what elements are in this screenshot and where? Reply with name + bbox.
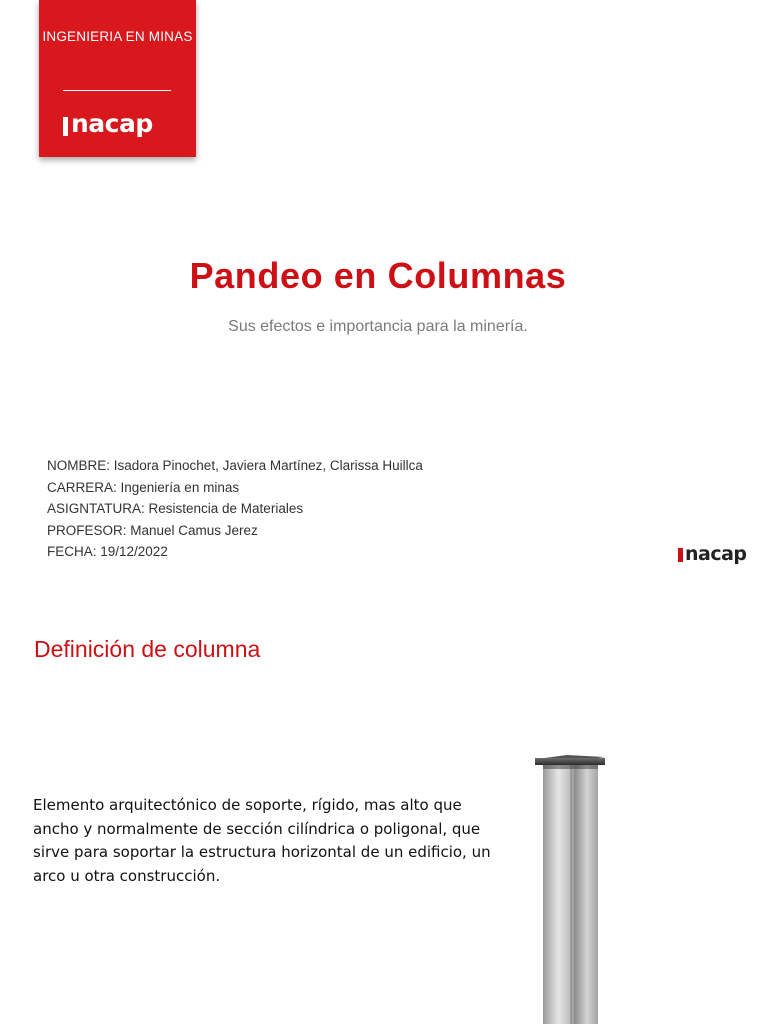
header-divider <box>63 90 171 91</box>
logo-wordmark: nacap <box>685 543 747 565</box>
info-subject: ASIGNTATURA: Resistencia de Materiales <box>47 501 304 516</box>
program-name: INGENIERIA EN MINAS <box>42 29 193 44</box>
info-career: CARRERA: Ingeniería en minas <box>47 479 240 495</box>
page-subtitle: Sus efectos e importancia para la minería. <box>228 318 528 335</box>
logo-mark-icon <box>63 117 68 136</box>
brand-card <box>39 0 196 157</box>
page-title: Pandeo en Columnas <box>189 255 567 296</box>
definition-text: Elemento arquitectónico de soporte, rígido, mas alto que ancho y normalmente de sección cilíndrica o poligonal, que sirve para soportar la estructura horizontal de un edificio, un arco u otra construcción. <box>33 796 491 885</box>
steel-column-icon <box>533 752 607 1024</box>
info-name: NOMBRE: Isadora Pinochet, Javiera Martínez, Clarissa Huillca <box>47 458 423 473</box>
student-info <box>47 455 423 563</box>
logo-mark-icon <box>678 548 683 562</box>
inacap-logo <box>63 110 153 138</box>
inacap-logo-small <box>678 543 747 565</box>
info-date: FECHA: 19/12/2022 <box>47 544 168 559</box>
section-heading: Definición de columna <box>34 636 261 662</box>
info-professor: PROFESOR: Manuel Camus Jerez <box>47 522 258 538</box>
logo-wordmark: nacap <box>71 109 153 138</box>
